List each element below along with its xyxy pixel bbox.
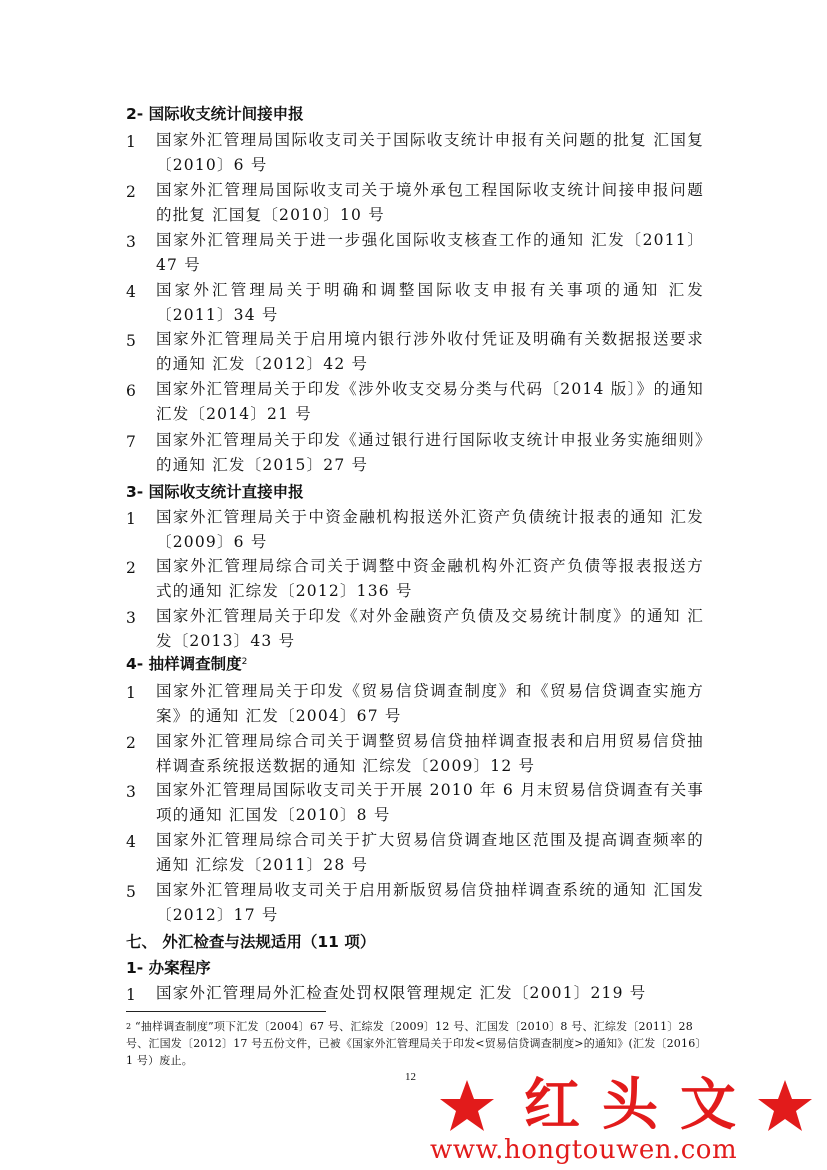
list-item: 国家外汇管理局关于印发《贸易信贷调查制度》和《贸易信贷调查实施方案》的通知 汇发〔2004〕67 号 xyxy=(156,682,704,725)
footnote-text: “抽样调查制度”项下汇发〔2004〕67 号、汇综发〔2009〕12 号、汇国发〔2010〕8 号、汇综发〔2011〕28 号、汇国发〔2012〕17 号五份文件，已被《国家外汇管理局关于印发<贸易信贷调查制度>的通知》(汇发〔2016〕1 号）废止。 xyxy=(126,1020,702,1067)
list-item: 国家外汇管理局国际收支司关于境外承包工程国际收支统计间接申报问题的批复 汇国复〔2010〕10 号 xyxy=(156,181,704,224)
list-item: 国家外汇管理局关于进一步强化国际收支核查工作的通知 汇发〔2011〕47 号 xyxy=(156,231,704,274)
list-item: 国家外汇管理局收支司关于启用新版贸易信贷抽样调查系统的通知 汇国发〔2012〕17 号 xyxy=(156,881,704,924)
list-item: 国家外汇管理局关于印发《通过银行进行国际收支统计申报业务实施细则》的通知 汇发〔2015〕27 号 xyxy=(156,431,704,474)
item-number: 2 xyxy=(126,734,136,752)
section-heading: 4- 抽样调查制度$^2$ xyxy=(126,655,248,673)
item-number: 1 xyxy=(126,986,136,1004)
list-item: 国家外汇管理局关于印发《涉外收支交易分类与代码〔2014 版〕》的通知 汇发〔2014〕21 号 xyxy=(156,380,704,423)
footnote xyxy=(126,1018,704,1069)
list-item: 国家外汇管理局综合司关于调整贸易信贷抽样调查报表和启用贸易信贷抽样调查系统报送数据的通知 汇综发〔2009〕12 号 xyxy=(156,732,704,775)
item-number: 3 xyxy=(126,783,136,801)
list-item: 国家外汇管理局关于明确和调整国际收支申报有关事项的通知 汇发〔2011〕34 号 xyxy=(156,281,704,324)
list-item: 国家外汇管理局综合司关于调整中资金融机构外汇资产负债等报表报送方式的通知 汇综发〔2012〕136 号 xyxy=(156,557,704,600)
item-number: 5 xyxy=(126,332,136,350)
watermark xyxy=(430,1072,827,1142)
star-icon xyxy=(756,1078,814,1134)
list-item: 国家外汇管理局关于启用境内银行涉外收付凭证及明确有关数据报送要求的通知 汇发〔2012〕42 号 xyxy=(156,330,704,373)
item-number: 2 xyxy=(126,559,136,577)
item-number: 7 xyxy=(126,433,136,451)
watermark-char: 红 xyxy=(524,1072,580,1138)
list-item: 国家外汇管理局外汇检查处罚权限管理规定 汇发〔2001〕219 号 xyxy=(156,984,647,1002)
list-item: 国家外汇管理局关于中资金融机构报送外汇资产负债统计报表的通知 汇发〔2009〕6 号 xyxy=(156,508,704,551)
page-number: 12 xyxy=(405,1071,416,1083)
section-heading: 七、 外汇检查与法规适用（11 项） xyxy=(126,933,376,951)
item-number: 2 xyxy=(126,183,136,201)
list-item: 国家外汇管理局国际收支司关于开展 2010 年 6 月末贸易信贷调查有关事项的通知 汇国发〔2010〕8 号 xyxy=(156,781,704,824)
watermark-char: 文 xyxy=(680,1072,736,1138)
item-number: 1 xyxy=(126,684,136,702)
footnote-ref[interactable]: 2 xyxy=(241,657,248,667)
list-item: 国家外汇管理局国际收支司关于国际收支统计申报有关问题的批复 汇国复〔2010〕6 号 xyxy=(156,131,704,174)
item-number: 1 xyxy=(126,133,136,151)
item-number: 4 xyxy=(126,283,136,301)
footnote-mark: 2 xyxy=(126,1022,132,1031)
star-icon xyxy=(438,1078,496,1134)
item-number: 3 xyxy=(126,233,136,251)
footnote-divider xyxy=(126,1011,326,1012)
list-item: 国家外汇管理局关于印发《对外金融资产负债及交易统计制度》的通知 汇发〔2013〕43 号 xyxy=(156,607,704,650)
item-number: 4 xyxy=(126,833,136,851)
section-heading: 1- 办案程序 xyxy=(126,959,211,977)
item-number: 6 xyxy=(126,382,136,400)
watermark-url[interactable]: www.hongtouwen.com xyxy=(430,1135,738,1165)
watermark-char: 头 xyxy=(602,1072,658,1138)
item-number: 5 xyxy=(126,883,136,901)
section-heading: 3- 国际收支统计直接申报 xyxy=(126,483,304,501)
item-number: 3 xyxy=(126,609,136,627)
list-item: 国家外汇管理局综合司关于扩大贸易信贷调查地区范围及提高调查频率的通知 汇综发〔2011〕28 号 xyxy=(156,831,704,874)
section-heading: 2- 国际收支统计间接申报 xyxy=(126,105,304,123)
item-number: 1 xyxy=(126,510,136,528)
